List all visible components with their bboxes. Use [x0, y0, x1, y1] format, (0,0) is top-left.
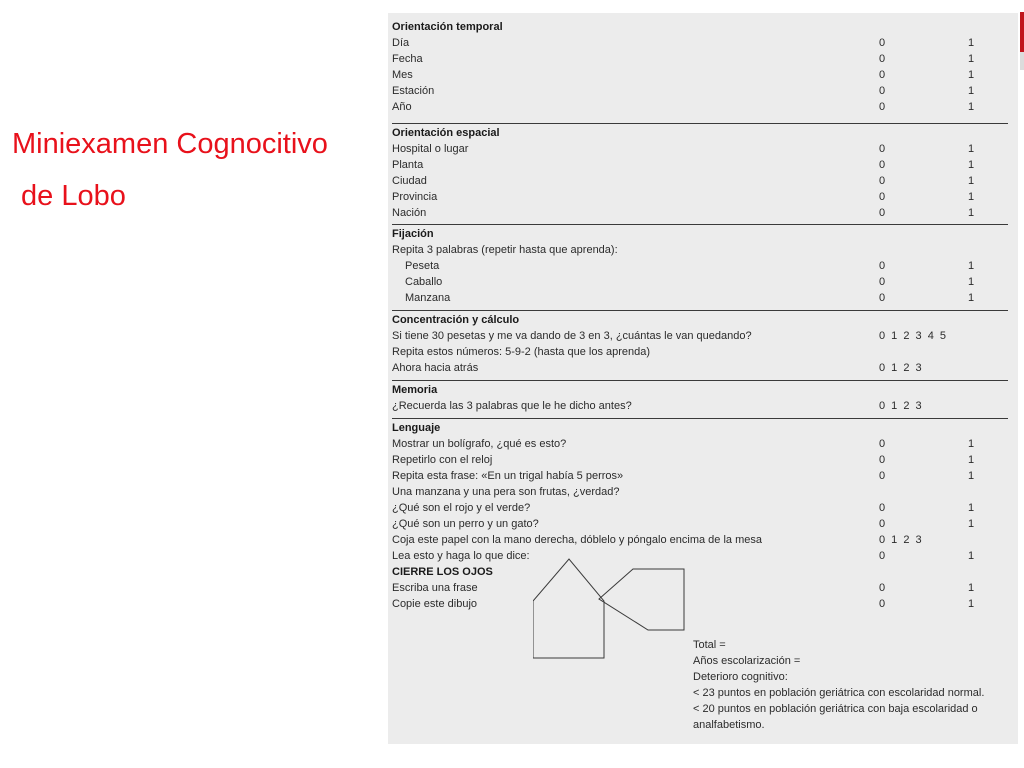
- item-label: Estación: [392, 85, 435, 97]
- score-zero: 0: [879, 518, 886, 530]
- score-zero: 0: [879, 175, 886, 187]
- score-one: 1: [968, 518, 975, 530]
- score-one: 1: [968, 175, 975, 187]
- section-heading-row: [388, 382, 1018, 398]
- item-row: [388, 83, 1018, 99]
- section-heading-row: [388, 19, 1018, 35]
- score-one: 1: [968, 550, 975, 562]
- score-one: 1: [968, 454, 975, 466]
- score-zero: 0: [879, 191, 886, 203]
- score-zero: 0: [879, 159, 886, 171]
- section-heading-row: [388, 312, 1018, 328]
- summary-years: Años escolarización =: [693, 655, 801, 667]
- item-label: ¿Recuerda las 3 palabras que le he dicho antes?: [392, 400, 632, 412]
- item-label: Hospital o lugar: [392, 143, 469, 155]
- score-zero: 0: [879, 502, 886, 514]
- section-heading-row: [388, 125, 1018, 141]
- item-row: [388, 274, 1018, 290]
- score-scale: 0 1 2 3 4 5: [879, 330, 946, 342]
- item-label: Caballo: [405, 276, 443, 288]
- item-row: [388, 328, 1018, 344]
- score-scale: 0 1 2 3: [879, 534, 922, 546]
- item-row: [388, 290, 1018, 306]
- item-label: Repetirlo con el reloj: [392, 454, 493, 466]
- score-zero: 0: [879, 454, 886, 466]
- slide-title-line-2: de Lobo: [21, 180, 126, 212]
- section-heading: Concentración y cálculo: [392, 314, 520, 326]
- item-row: [388, 564, 1018, 580]
- section-heading: Orientación espacial: [392, 127, 500, 139]
- summary-line-2: < 20 puntos en población geriátrica con baja escolaridad o: [693, 703, 978, 715]
- item-label: Si tiene 30 pesetas y me va dando de 3 en 3, ¿cuántas le van quedando?: [392, 330, 752, 342]
- score-zero: 0: [879, 37, 886, 49]
- section-divider: [392, 224, 1008, 225]
- item-row: [388, 344, 1018, 360]
- item-label: Día: [392, 37, 410, 49]
- item-row: [388, 500, 1018, 516]
- summary-deterioro: Deterioro cognitivo:: [693, 671, 788, 683]
- score-zero: 0: [879, 143, 886, 155]
- summary-total: Total =: [693, 639, 726, 651]
- item-label: Ciudad: [392, 175, 427, 187]
- item-label: ¿Qué son un perro y un gato?: [392, 518, 539, 530]
- red-accent-tab: [1020, 12, 1024, 52]
- score-one: 1: [968, 69, 975, 81]
- item-label: Repita esta frase: «En un trigal había 5 perros»: [392, 470, 624, 482]
- item-label: Copie este dibujo: [392, 598, 478, 610]
- item-row: [388, 436, 1018, 452]
- section-heading-row: [388, 226, 1018, 242]
- score-one: 1: [968, 598, 975, 610]
- section-heading: Orientación temporal: [392, 21, 503, 33]
- item-row: [388, 360, 1018, 376]
- score-one: 1: [968, 85, 975, 97]
- section-heading: Fijación: [392, 228, 434, 240]
- slide-title: [12, 118, 328, 222]
- item-label: Provincia: [392, 191, 438, 203]
- item-label: Una manzana y una pera son frutas, ¿verdad?: [392, 486, 620, 498]
- item-row: [388, 51, 1018, 67]
- section-divider: [392, 380, 1008, 381]
- score-one: 1: [968, 438, 975, 450]
- score-zero: 0: [879, 101, 886, 113]
- score-one: 1: [968, 582, 975, 594]
- accent-divider: [1020, 52, 1024, 70]
- score-scale: 0 1 2 3: [879, 362, 922, 374]
- item-row: [388, 516, 1018, 532]
- item-label: Ahora hacia atrás: [392, 362, 479, 374]
- score-zero: 0: [879, 53, 886, 65]
- item-row: [388, 468, 1018, 484]
- item-row: [388, 452, 1018, 468]
- section-divider: [392, 123, 1008, 124]
- score-one: 1: [968, 101, 975, 113]
- item-row: [388, 532, 1018, 548]
- score-one: 1: [968, 292, 975, 304]
- item-row: [388, 548, 1018, 564]
- score-zero: 0: [879, 438, 886, 450]
- item-label: Año: [392, 101, 412, 113]
- item-label: Mostrar un bolígrafo, ¿qué es esto?: [392, 438, 567, 450]
- item-label: Lea esto y haga lo que dice:: [392, 550, 530, 562]
- score-zero: 0: [879, 550, 886, 562]
- item-label: Peseta: [405, 260, 440, 272]
- score-zero: 0: [879, 69, 886, 81]
- summary-line-3: analfabetismo.: [693, 719, 765, 731]
- score-zero: 0: [879, 260, 886, 272]
- score-zero: 0: [879, 276, 886, 288]
- item-row: [388, 141, 1018, 157]
- score-one: 1: [968, 143, 975, 155]
- item-row: [388, 173, 1018, 189]
- score-one: 1: [968, 53, 975, 65]
- item-label: Nación: [392, 207, 427, 219]
- score-one: 1: [968, 191, 975, 203]
- item-row: [388, 596, 1018, 612]
- item-label: CIERRE LOS OJOS: [392, 566, 493, 578]
- item-label: Repita 3 palabras (repetir hasta que aprenda):: [392, 244, 618, 256]
- section-heading: Lenguaje: [392, 422, 441, 434]
- item-label: Escriba una frase: [392, 582, 478, 594]
- score-zero: 0: [879, 207, 886, 219]
- item-label: Coja este papel con la mano derecha, dóblelo y póngalo encima de la mesa: [392, 534, 762, 546]
- item-label: Fecha: [392, 53, 423, 65]
- score-zero: 0: [879, 470, 886, 482]
- section-heading: Memoria: [392, 384, 438, 396]
- item-row: [388, 157, 1018, 173]
- item-row: [388, 398, 1018, 414]
- score-scale: 0 1 2 3: [879, 400, 922, 412]
- section-heading-row: [388, 420, 1018, 436]
- section-divider: [392, 418, 1008, 419]
- score-zero: 0: [879, 582, 886, 594]
- item-row: [388, 242, 1018, 258]
- slide-title-line-1: Miniexamen Cognocitivo: [12, 128, 328, 160]
- score-zero: 0: [879, 292, 886, 304]
- score-one: 1: [968, 159, 975, 171]
- score-zero: 0: [879, 85, 886, 97]
- item-row: [388, 35, 1018, 51]
- score-one: 1: [968, 207, 975, 219]
- summary-line-1: < 23 puntos en población geriátrica con escolaridad normal.: [693, 687, 985, 699]
- section-divider: [392, 310, 1008, 311]
- item-label: Manzana: [405, 292, 451, 304]
- item-row: [388, 580, 1018, 596]
- pentagons-drawing: [533, 555, 693, 659]
- score-zero: 0: [879, 598, 886, 610]
- score-one: 1: [968, 276, 975, 288]
- item-row: [388, 99, 1018, 115]
- score-one: 1: [968, 470, 975, 482]
- score-one: 1: [968, 37, 975, 49]
- item-label: Planta: [392, 159, 424, 171]
- item-label: Mes: [392, 69, 413, 81]
- item-row: [388, 67, 1018, 83]
- item-row: [388, 484, 1018, 500]
- item-label: Repita estos números: 5-9-2 (hasta que los aprenda): [392, 346, 651, 358]
- exam-form: [388, 13, 1018, 744]
- item-row: [388, 258, 1018, 274]
- item-row: [388, 205, 1018, 221]
- item-label: ¿Qué son el rojo y el verde?: [392, 502, 531, 514]
- score-one: 1: [968, 502, 975, 514]
- score-one: 1: [968, 260, 975, 272]
- score-summary: [693, 637, 984, 733]
- item-row: [388, 189, 1018, 205]
